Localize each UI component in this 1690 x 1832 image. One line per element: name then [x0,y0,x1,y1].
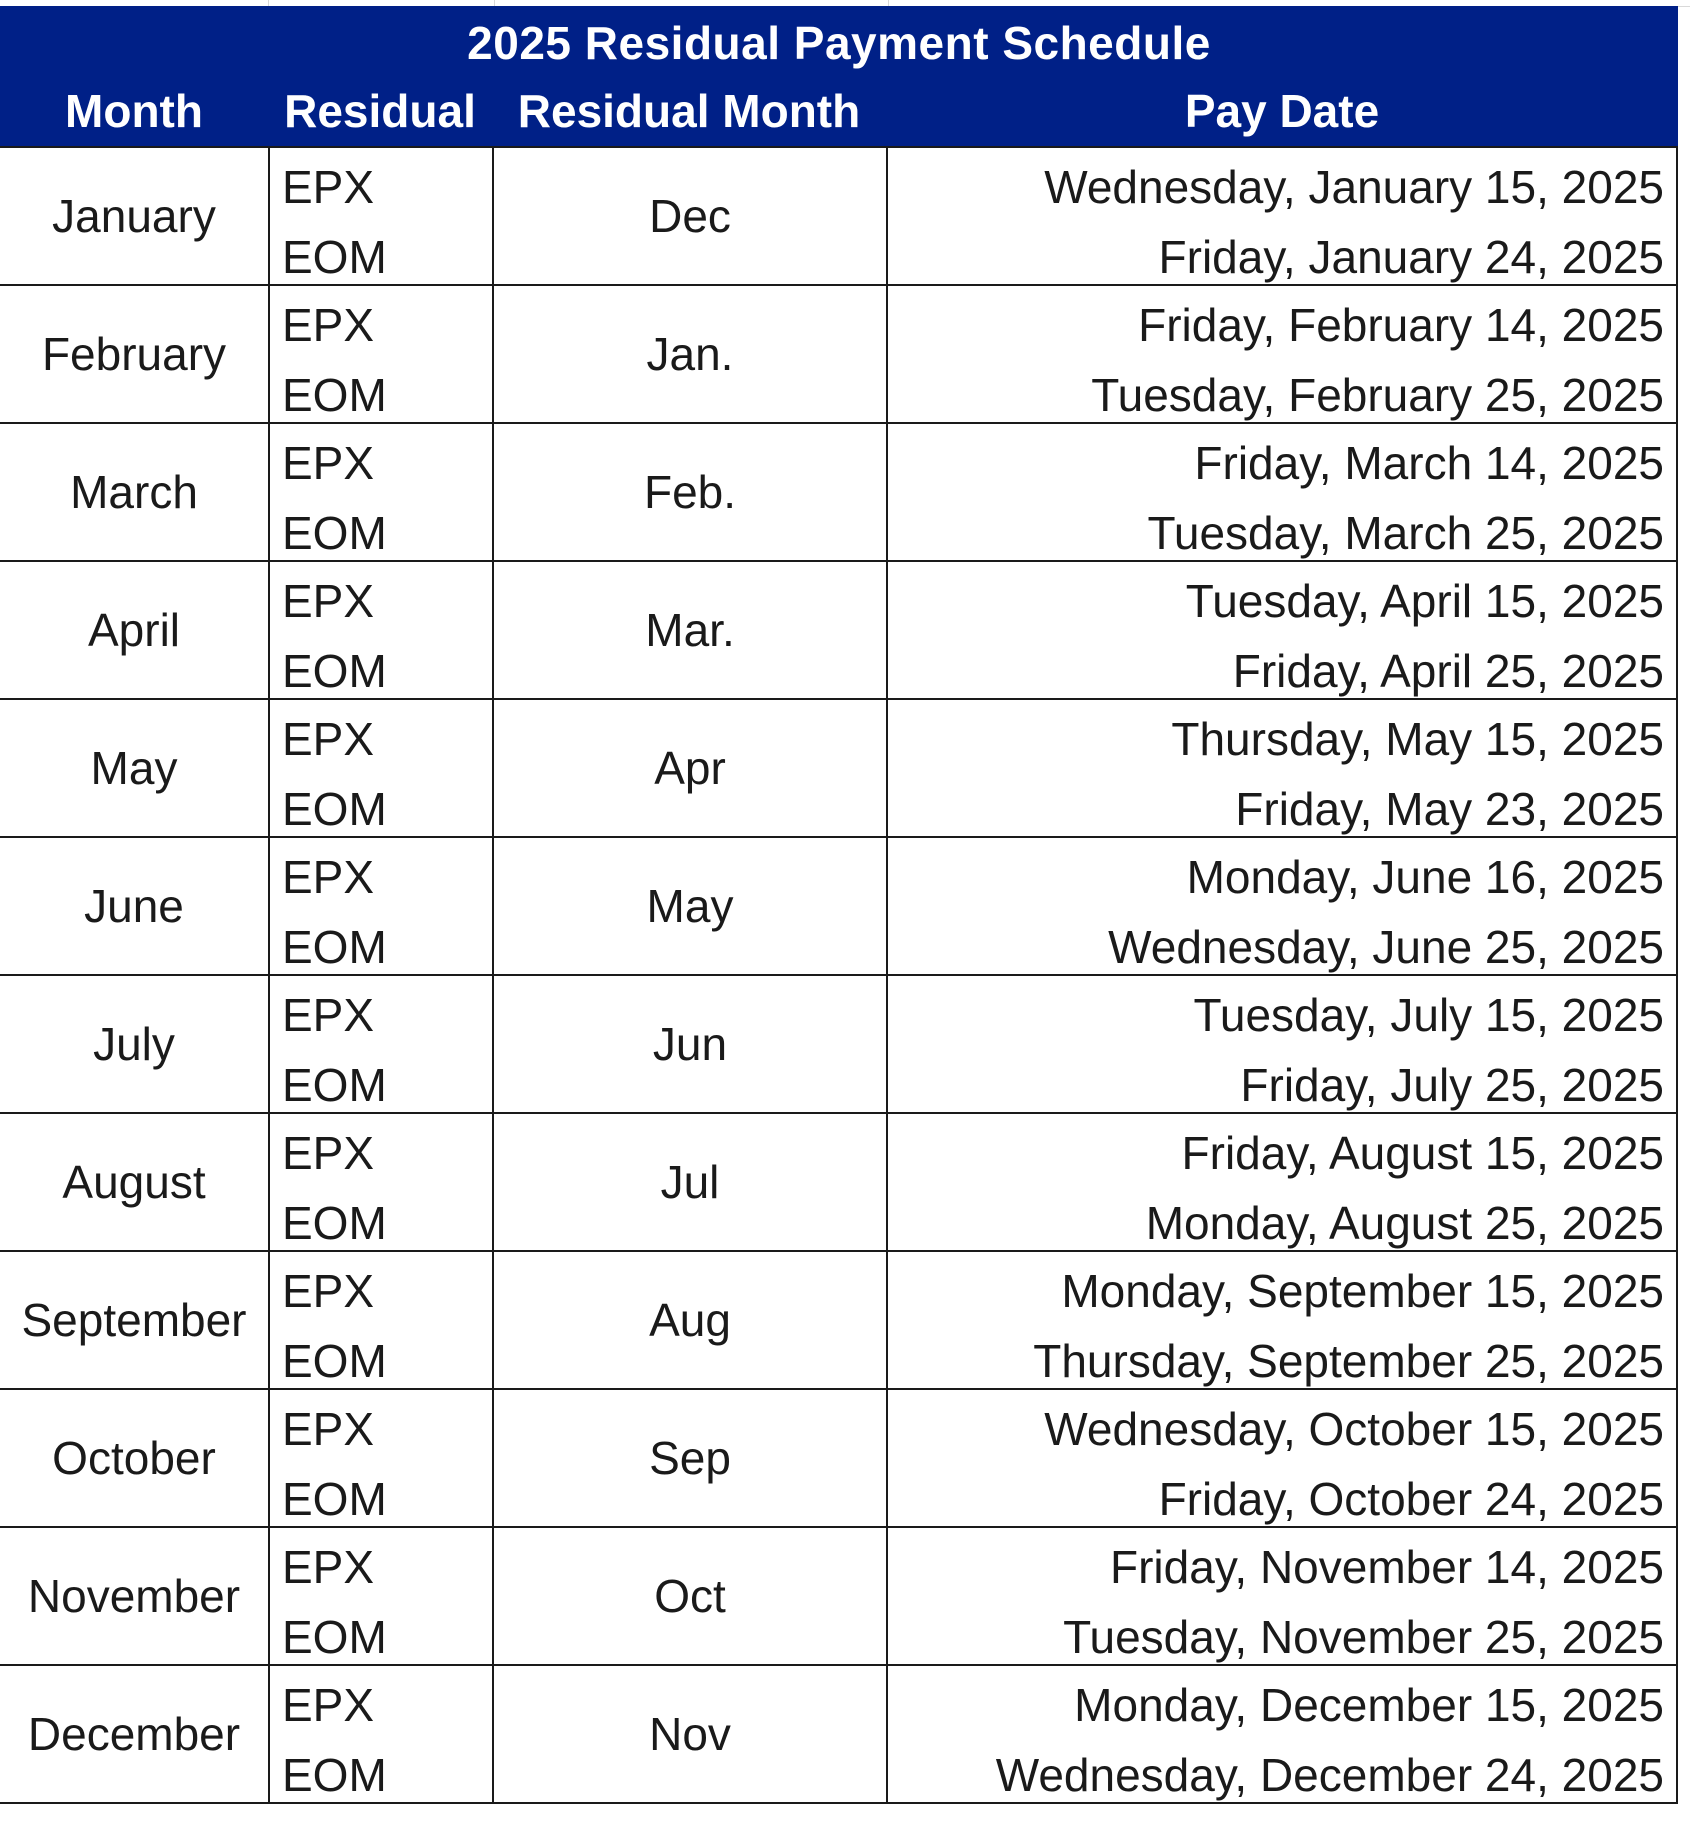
table-title[interactable]: 2025 Residual Payment Schedule [467,17,1211,69]
column-header-pay-date[interactable]: Pay Date [1184,85,1380,137]
pay-date-eom: Wednesday, December 24, 2025 [995,1749,1664,1801]
table-row [0,286,1678,424]
pay-date-eom: Wednesday, June 25, 2025 [1108,921,1664,973]
pay-date-cell[interactable] [888,148,1678,284]
residual-epx: EPX [282,575,375,627]
month-cell[interactable]: April [0,562,270,698]
residual-epx: EPX [282,1127,375,1179]
pay-date-epx: Wednesday, January 15, 2025 [1044,161,1664,213]
table-row [0,1666,1678,1804]
residual-epx: EPX [282,851,375,903]
month-cell[interactable]: September [0,1252,270,1388]
pay-date-eom: Friday, July 25, 2025 [1240,1059,1664,1111]
residual-month-cell[interactable]: May [494,838,888,974]
month-cell[interactable]: November [0,1528,270,1664]
pay-date-eom: Monday, August 25, 2025 [1145,1197,1664,1249]
pay-date-eom: Friday, January 24, 2025 [1158,231,1664,283]
residual-eom: EOM [282,1197,387,1249]
residual-epx: EPX [282,1403,375,1455]
residual-cell[interactable] [270,838,494,974]
month-cell[interactable]: June [0,838,270,974]
residual-month-cell[interactable]: Mar. [494,562,888,698]
table-row [0,700,1678,838]
pay-date-cell[interactable] [888,424,1678,560]
pay-date-eom: Friday, May 23, 2025 [1235,783,1664,835]
residual-month-cell[interactable]: Apr [494,700,888,836]
residual-cell[interactable] [270,148,494,284]
residual-month-cell[interactable]: Oct [494,1528,888,1664]
residual-eom: EOM [282,783,387,835]
pay-date-eom: Thursday, September 25, 2025 [1033,1335,1664,1387]
pay-date-cell[interactable] [888,286,1678,422]
table-row [0,1390,1678,1528]
residual-month-cell[interactable]: Jun [494,976,888,1112]
month-cell[interactable]: May [0,700,270,836]
pay-date-epx: Friday, February 14, 2025 [1138,299,1664,351]
pay-date-epx: Monday, September 15, 2025 [1061,1265,1664,1317]
table-row [0,976,1678,1114]
residual-epx: EPX [282,1541,375,1593]
residual-eom: EOM [282,1473,387,1525]
pay-date-epx: Tuesday, July 15, 2025 [1193,989,1664,1041]
column-header-month[interactable]: Month [65,85,203,137]
residual-month-cell[interactable]: Nov [494,1666,888,1802]
residual-epx: EPX [282,989,375,1041]
pay-date-cell[interactable] [888,562,1678,698]
pay-date-eom: Friday, April 25, 2025 [1232,645,1664,697]
schedule-table [0,6,1678,1804]
residual-cell[interactable] [270,424,494,560]
month-cell[interactable]: January [0,148,270,284]
table-row [0,424,1678,562]
month-cell[interactable]: July [0,976,270,1112]
residual-epx: EPX [282,1265,375,1317]
table-row [0,838,1678,976]
pay-date-eom: Tuesday, March 25, 2025 [1147,507,1664,559]
residual-cell[interactable] [270,1666,494,1802]
pay-date-epx: Friday, August 15, 2025 [1181,1127,1664,1179]
month-cell[interactable]: December [0,1666,270,1802]
residual-epx: EPX [282,161,375,213]
month-cell[interactable]: March [0,424,270,560]
pay-date-epx: Monday, June 16, 2025 [1186,851,1664,903]
pay-date-cell[interactable] [888,976,1678,1112]
residual-month-cell[interactable]: Jul [494,1114,888,1250]
residual-eom: EOM [282,645,387,697]
residual-eom: EOM [282,1059,387,1111]
table-body [0,148,1678,1804]
residual-cell[interactable] [270,700,494,836]
residual-eom: EOM [282,231,387,283]
pay-date-cell[interactable] [888,1390,1678,1526]
residual-epx: EPX [282,437,375,489]
residual-epx: EPX [282,299,375,351]
pay-date-cell[interactable] [888,700,1678,836]
pay-date-eom: Tuesday, February 25, 2025 [1091,369,1664,421]
residual-eom: EOM [282,507,387,559]
residual-cell[interactable] [270,1114,494,1250]
table-row [0,562,1678,700]
pay-date-cell[interactable] [888,838,1678,974]
month-cell[interactable]: August [0,1114,270,1250]
pay-date-epx: Monday, December 15, 2025 [1074,1679,1664,1731]
table-row [0,1114,1678,1252]
residual-cell[interactable] [270,976,494,1112]
residual-eom: EOM [282,921,387,973]
residual-eom: EOM [282,1749,387,1801]
residual-cell[interactable] [270,1390,494,1526]
table-row [0,148,1678,286]
table-row [0,1252,1678,1390]
residual-month-cell[interactable]: Aug [494,1252,888,1388]
residual-cell[interactable] [270,562,494,698]
residual-epx: EPX [282,1679,375,1731]
table-header [0,6,1678,148]
pay-date-epx: Wednesday, October 15, 2025 [1044,1403,1664,1455]
column-header-residual-month[interactable]: Residual Month [517,85,861,137]
residual-month-cell[interactable]: Sep [494,1390,888,1526]
residual-month-cell[interactable]: Dec [494,148,888,284]
pay-date-eom: Tuesday, November 25, 2025 [1063,1611,1664,1663]
residual-month-cell[interactable]: Jan. [494,286,888,422]
table-row [0,1528,1678,1666]
pay-date-epx: Friday, November 14, 2025 [1110,1541,1664,1593]
month-cell[interactable]: February [0,286,270,422]
pay-date-epx: Thursday, May 15, 2025 [1171,713,1664,765]
residual-cell[interactable] [270,286,494,422]
pay-date-epx: Tuesday, April 15, 2025 [1185,575,1664,627]
residual-eom: EOM [282,1335,387,1387]
residual-eom: EOM [282,369,387,421]
pay-date-eom: Friday, October 24, 2025 [1158,1473,1664,1525]
pay-date-cell[interactable] [888,1666,1678,1802]
residual-epx: EPX [282,713,375,765]
residual-cell[interactable] [270,1528,494,1664]
column-header-residual[interactable]: Residual [284,85,476,137]
pay-date-cell[interactable] [888,1528,1678,1664]
pay-date-cell[interactable] [888,1252,1678,1388]
residual-month-cell[interactable]: Feb. [494,424,888,560]
pay-date-epx: Friday, March 14, 2025 [1194,437,1664,489]
residual-cell[interactable] [270,1252,494,1388]
month-cell[interactable]: October [0,1390,270,1526]
residual-eom: EOM [282,1611,387,1663]
pay-date-cell[interactable] [888,1114,1678,1250]
